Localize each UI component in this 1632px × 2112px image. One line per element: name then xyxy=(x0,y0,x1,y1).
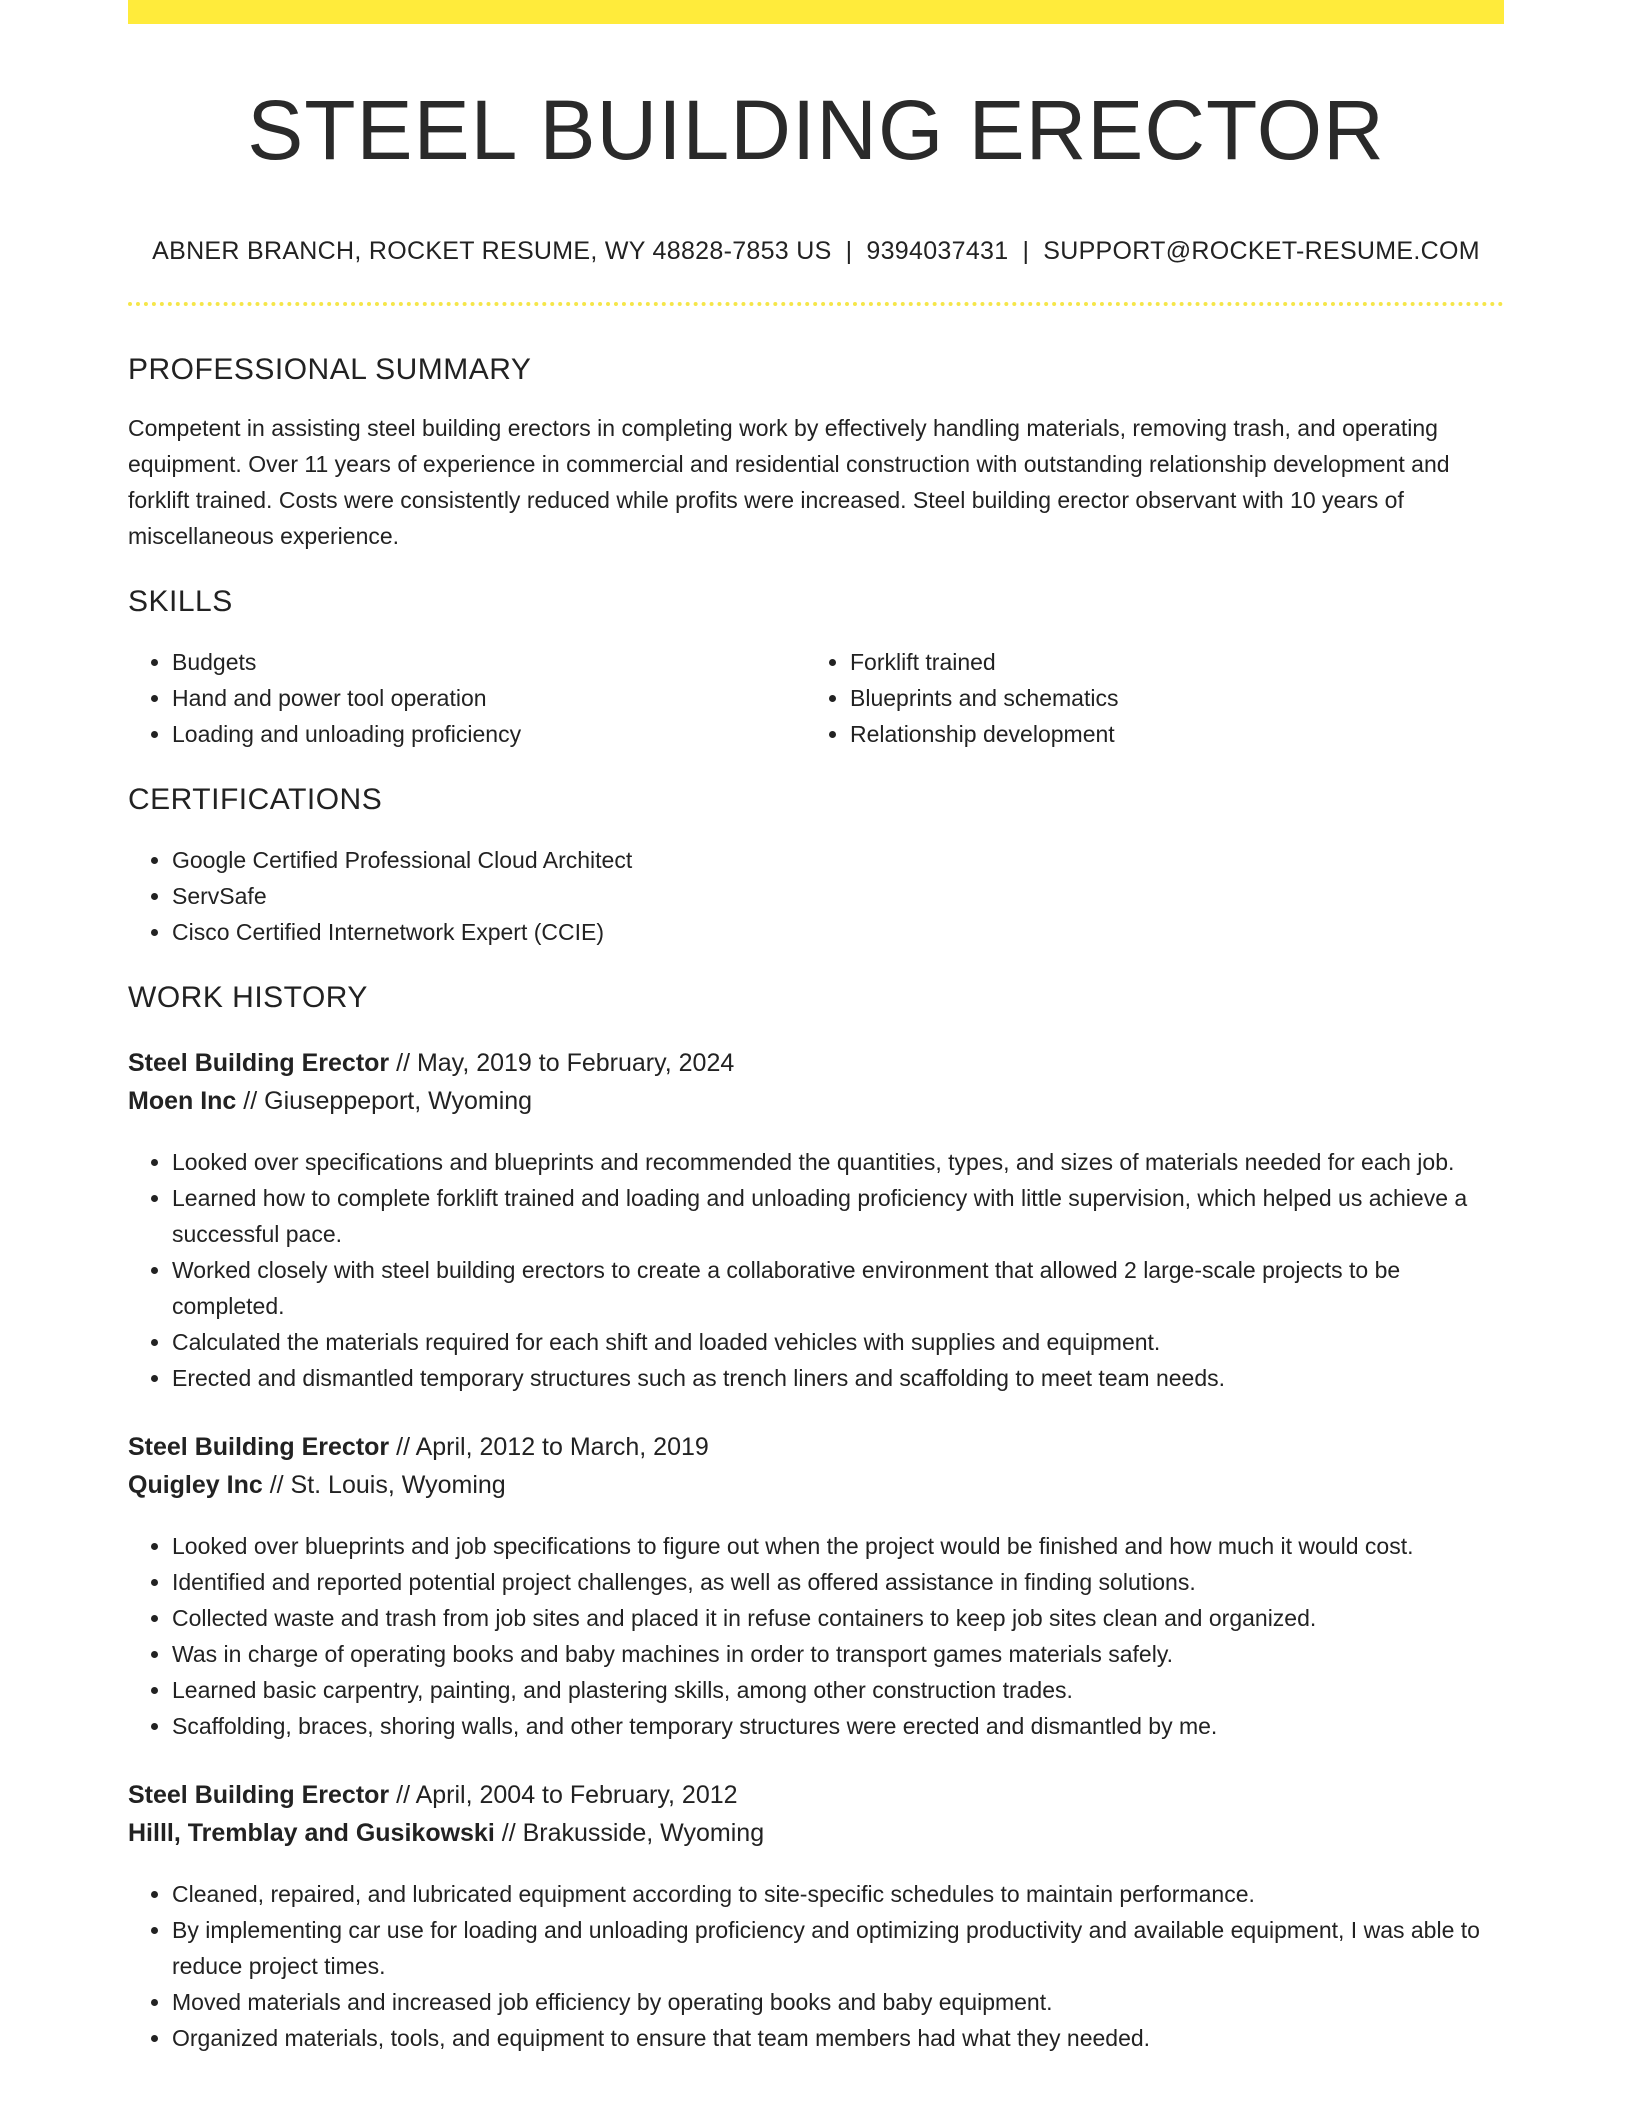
job-location: // Brakusside, Wyoming xyxy=(494,1819,765,1847)
job-bullet: • Scaffolding, braces, shoring walls, and other temporary structures were erected and dismantled by me. xyxy=(172,1708,1504,1744)
skill-item: • Forklift trained xyxy=(850,644,1484,680)
skill-item: • Hand and power tool operation xyxy=(172,680,806,716)
job-bullet: • Worked closely with steel building erectors to create a collaborative environment that allowed 2 large-scale projects to be completed. xyxy=(172,1252,1504,1324)
job-bullet: • Collected waste and trash from job sites and placed it in refuse containers to keep job sites clean and organized. xyxy=(172,1600,1504,1636)
job-company-line xyxy=(128,1814,1504,1852)
job-dates: // April, 2004 to February, 2012 xyxy=(389,1781,738,1809)
skills-grid xyxy=(128,644,1504,752)
certification-item: • Google Certified Professional Cloud Architect xyxy=(172,842,1504,878)
job-bullet: • Learned how to complete forklift trained and loading and unloading proficiency with little supervision, which helped us achieve a successful pace. xyxy=(172,1180,1504,1252)
job-bullet: • Was in charge of operating books and baby machines in order to transport games materials safely. xyxy=(172,1636,1504,1672)
skill-item: • Relationship development xyxy=(850,716,1484,752)
summary-section xyxy=(128,352,1504,554)
job-title-line xyxy=(128,1428,1504,1466)
contact-separator: | xyxy=(845,237,853,265)
job-entry xyxy=(128,1428,1504,1744)
job-role: Steel Building Erector xyxy=(128,1781,390,1809)
work-history-heading: WORK HISTORY xyxy=(128,981,368,1014)
job-bullet: • Looked over blueprints and job specifications to figure out when the project would be finished and how much it would cost. xyxy=(172,1528,1504,1564)
job-location: // St. Louis, Wyoming xyxy=(262,1471,506,1499)
skill-item: • Blueprints and schematics xyxy=(850,680,1484,716)
certifications-heading: CERTIFICATIONS xyxy=(128,783,383,816)
job-bullet: • Identified and reported potential project challenges, as well as offered assistance in finding solutions. xyxy=(172,1564,1504,1600)
job-title-line xyxy=(128,1044,1504,1082)
certification-item: • Cisco Certified Internetwork Expert (CCIE) xyxy=(172,914,1504,950)
job-company: Quigley Inc xyxy=(128,1471,263,1499)
job-company-line xyxy=(128,1466,1504,1504)
job-bullet: • Moved materials and increased job efficiency by operating books and baby equipment. xyxy=(172,1984,1504,2020)
job-company: Hilll, Tremblay and Gusikowski xyxy=(128,1819,495,1847)
accent-bar xyxy=(128,0,1504,24)
contact-separator: | xyxy=(1022,237,1030,265)
summary-text: Competent in assisting steel building erectors in completing work by effectively handling materials, removing trash, and operating equipment. Over 11 years of experience in commercial and residential construction with outstanding relationship development and forklift trained. Costs were consistently reduced while profits were increased. Steel building erector observant with 10 years of miscellaneous experience. xyxy=(128,415,1450,549)
job-entry xyxy=(128,1044,1504,1396)
job-bullet: • Erected and dismantled temporary structures such as trench liners and scaffolding to meet team needs. xyxy=(172,1360,1504,1396)
job-bullet: • By implementing car use for loading and unloading proficiency and optimizing productivity and available equipment, I was able to reduce project times. xyxy=(172,1912,1504,1984)
skills-section xyxy=(128,584,1504,752)
contact-line xyxy=(128,236,1504,266)
job-bullets xyxy=(128,1528,1504,1744)
job-bullets xyxy=(128,1876,1504,2056)
job-bullet: • Learned basic carpentry, painting, and plastering skills, among other construction trades. xyxy=(172,1672,1504,1708)
certifications-list xyxy=(128,842,1504,950)
resume-title: STEEL BUILDING ERECTOR xyxy=(247,83,1385,177)
resume-page xyxy=(128,0,1504,2056)
certifications-section xyxy=(128,782,1504,950)
work-history-section xyxy=(128,980,1504,2056)
skill-item: • Loading and unloading proficiency xyxy=(172,716,806,752)
contact-email[interactable]: SUPPORT@ROCKET-RESUME.COM xyxy=(1043,237,1480,265)
job-bullet: • Calculated the materials required for each shift and loaded vehicles with supplies and equipment. xyxy=(172,1324,1504,1360)
job-company: Moen Inc xyxy=(128,1087,237,1115)
skills-list-left xyxy=(128,644,806,752)
skills-list-right xyxy=(806,644,1484,752)
job-bullet: • Looked over specifications and blueprints and recommended the quantities, types, and sizes of materials needed for each job. xyxy=(172,1144,1504,1180)
dotted-divider xyxy=(128,302,1504,306)
job-entry xyxy=(128,1776,1504,2056)
job-role: Steel Building Erector xyxy=(128,1049,390,1077)
summary-heading: PROFESSIONAL SUMMARY xyxy=(128,353,532,386)
skill-item: • Budgets xyxy=(172,644,806,680)
job-location: // Giuseppeport, Wyoming xyxy=(236,1087,533,1115)
contact-address: ABNER BRANCH, ROCKET RESUME, WY 48828-7853 US xyxy=(152,237,832,265)
job-dates: // April, 2012 to March, 2019 xyxy=(389,1433,709,1461)
job-dates: // May, 2019 to February, 2024 xyxy=(389,1049,735,1077)
job-role: Steel Building Erector xyxy=(128,1433,390,1461)
skills-heading: SKILLS xyxy=(128,585,233,618)
certification-item: • ServSafe xyxy=(172,878,1504,914)
job-title-line xyxy=(128,1776,1504,1814)
job-bullet: • Cleaned, repaired, and lubricated equipment according to site-specific schedules to maintain performance. xyxy=(172,1876,1504,1912)
job-bullets xyxy=(128,1144,1504,1396)
contact-phone: 9394037431 xyxy=(866,237,1009,265)
job-bullet: • Organized materials, tools, and equipment to ensure that team members had what they needed. xyxy=(172,2020,1504,2056)
job-company-line xyxy=(128,1082,1504,1120)
